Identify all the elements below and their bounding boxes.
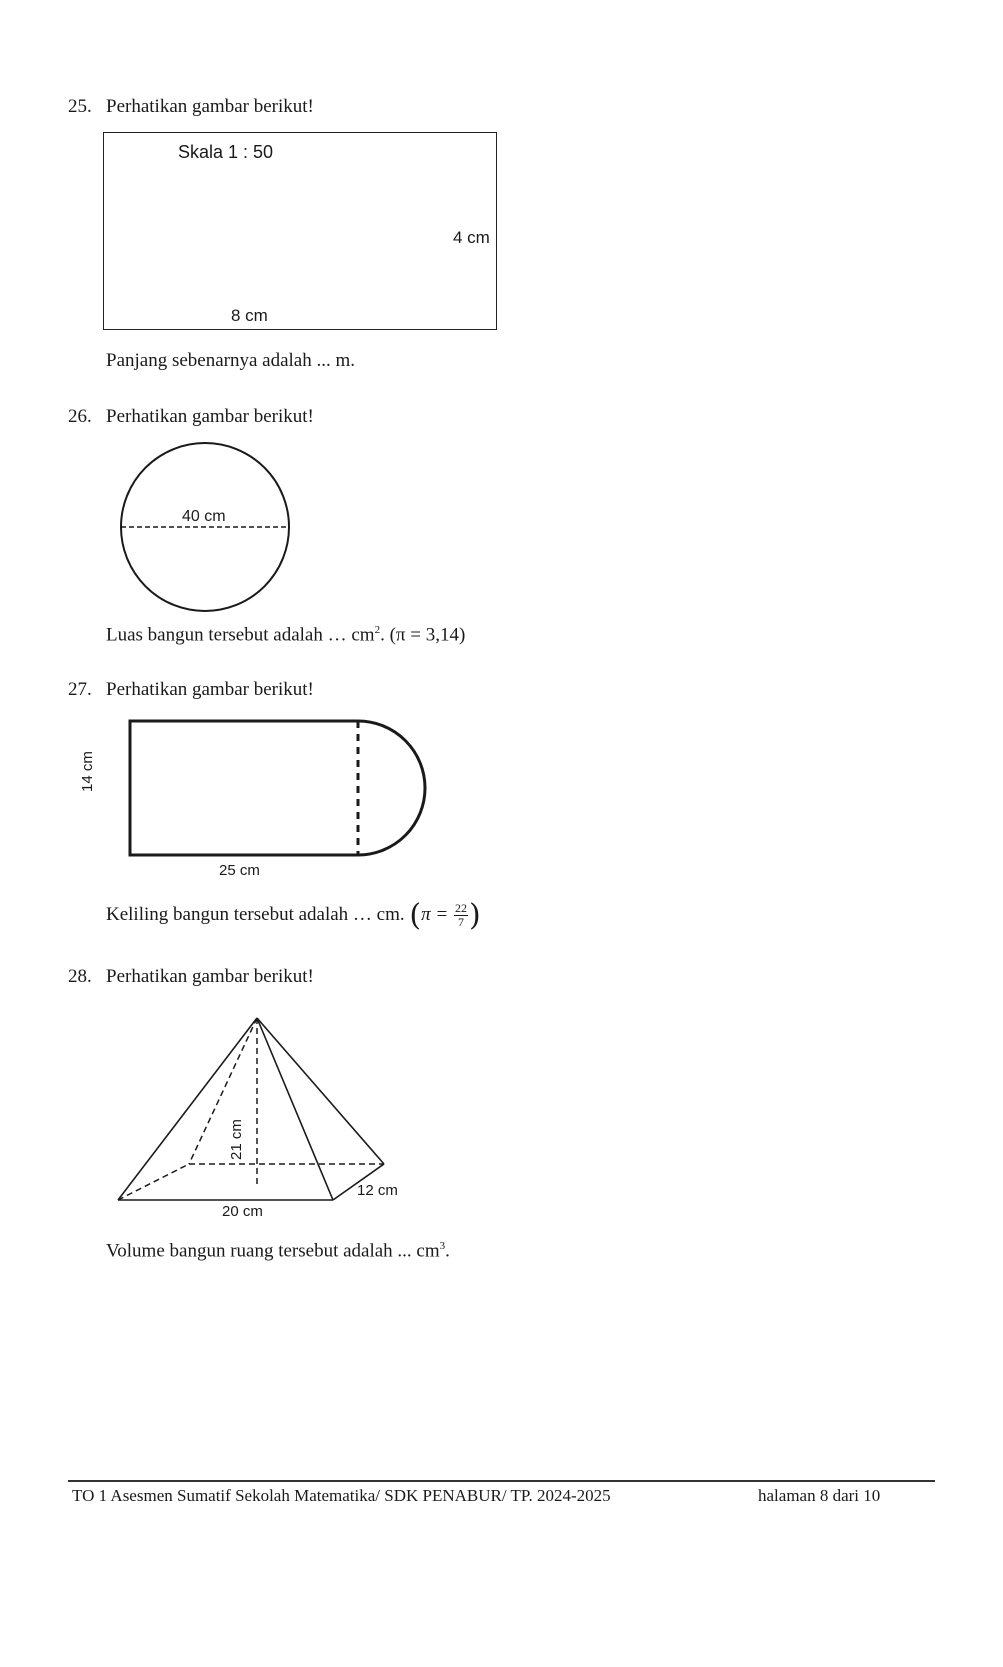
question-25-text: Panjang sebenarnya adalah ... m.	[106, 350, 356, 371]
rectangle-height-label: 4 cm	[453, 228, 490, 247]
question-28-number: 28.	[68, 966, 92, 987]
question-26-title: Perhatikan gambar berikut!	[106, 406, 314, 427]
pyramid-figure	[110, 1010, 410, 1210]
shape-width-label: 25 cm	[219, 862, 260, 879]
question-26-text: Luas bangun tersebut adalah … $cm^2$. (π = 3,14)	[106, 624, 466, 646]
circle-figure	[118, 440, 298, 620]
pyramid-length-label: 20 cm	[222, 1203, 263, 1220]
pyramid-width-label: 12 cm	[357, 1182, 398, 1199]
rectangle-width-label: 8 cm	[231, 306, 268, 325]
rectangle-semicircle-figure	[125, 716, 445, 876]
footer-title: TO 1 Asesmen Sumatif Sekolah Matematika/ SDK PENABUR/ TP. 2024-2025	[72, 1486, 611, 1505]
scale-label: Skala 1 : 50	[178, 142, 274, 162]
question-25-number: 25.	[68, 96, 92, 117]
question-25-title: Perhatikan gambar berikut!	[106, 96, 314, 117]
shape-height-label: 14 cm	[79, 751, 96, 792]
pyramid-height-label: 21 cm	[228, 1119, 245, 1160]
question-28-text: Volume bangun ruang tersebut adalah ... $cm^3$.	[106, 1240, 450, 1262]
page-number: halaman 8 dari 10	[758, 1486, 881, 1505]
question-28-title: Perhatikan gambar berikut!	[106, 966, 314, 987]
question-26-number: 26.	[68, 406, 92, 427]
question-27-text: Keliling bangun tersebut adalah … cm. (π = $\frac{22}{7}$ )	[106, 898, 481, 933]
scale-rectangle-figure	[103, 132, 497, 330]
circle-diameter-label: 40 cm	[182, 508, 226, 525]
question-27-title: Perhatikan gambar berikut!	[106, 679, 314, 700]
footer-divider	[68, 1480, 935, 1482]
question-27-number: 27.	[68, 679, 92, 700]
